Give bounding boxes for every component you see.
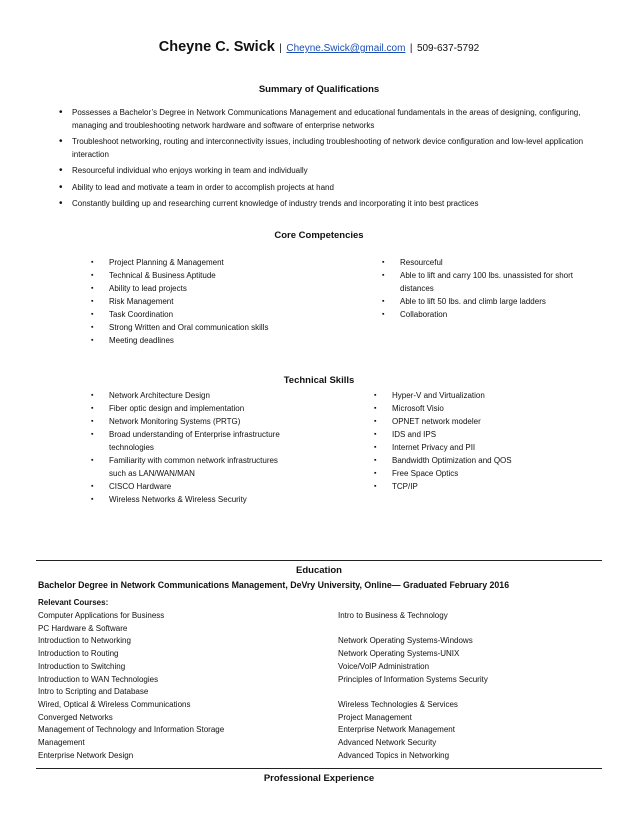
list-item: Management (38, 738, 85, 748)
email-link[interactable]: Cheyne.Swick@gmail.com (286, 43, 406, 54)
technical-skills-left-list (91, 389, 291, 506)
list-item: ▪ IDS and IPS (374, 428, 594, 441)
list-item: ▪ Broad understanding of Enterprise infrastructure technologies (91, 428, 291, 454)
list-item: • Ability to lead and motivate a team in order to accomplish projects at hand (60, 182, 600, 195)
relevant-courses-label: Relevant Courses: (38, 598, 109, 607)
list-item: Intro to Business & Technology (338, 611, 448, 620)
list-item: Introduction to Networking (38, 636, 131, 646)
list-item: ▪ Task Coordination (91, 308, 291, 321)
list-item: ▪ Free Space Optics (374, 467, 594, 480)
list-item: Introduction to Switching (38, 661, 126, 671)
list-item: Voice/VoIP Administration (338, 661, 430, 671)
list-item: Wired, Optical & Wireless Communications (38, 699, 191, 709)
list-item: Wireless Technologies & Services (338, 699, 458, 709)
list-item: ▪ Project Planning & Management (91, 256, 291, 269)
list-item: Enterprise Network Design (38, 750, 134, 760)
list-item: ▪ Network Architecture Design (91, 389, 291, 402)
technical-skills-heading: Technical Skills (283, 375, 355, 386)
list-item: Computer Applications for Business (38, 611, 165, 620)
list-item: Project Management (338, 712, 412, 722)
candidate-name: Cheyne C. Swick (158, 39, 275, 55)
summary-heading: Summary of Qualifications (258, 84, 380, 95)
header-separator: | (409, 43, 413, 54)
core-competencies-heading: Core Competencies (274, 230, 364, 241)
header-separator: | (279, 43, 282, 54)
list-item: ▪ Network Monitoring Systems (PRTG) (91, 415, 291, 428)
list-item: • Constantly building up and researching current knowledge of industry trends and incorporating it into best practices (60, 198, 600, 211)
list-item: ▪ Collaboration (382, 308, 607, 321)
core-competencies-right-list (382, 256, 607, 321)
list-item: Introduction to Routing (38, 649, 119, 659)
courses-left-list (38, 610, 328, 762)
section-divider (36, 768, 602, 769)
list-item: ▪ Able to lift 50 lbs. and climb large ladders (382, 295, 607, 308)
list-item: Management of Technology and Information Storage (38, 725, 225, 735)
list-item: Converged Networks (38, 712, 113, 722)
list-item: • Resourceful individual who enjoys working in team and individually (60, 165, 600, 178)
section-divider (36, 560, 602, 561)
list-item: Advanced Topics in Networking (338, 750, 450, 760)
education-heading: Education (296, 565, 342, 576)
list-item: ▪ Bandwidth Optimization and QOS (374, 454, 594, 467)
courses-right-list (338, 610, 608, 762)
list-item: Principles of Information Systems Security (338, 674, 488, 684)
list-item (338, 623, 608, 636)
list-item: ▪ Resourceful (382, 256, 607, 269)
list-item: ▪ Strong Written and Oral communication skills (91, 321, 291, 334)
list-item: ▪ Able to lift and carry 100 lbs. unassisted for short distances (382, 269, 607, 295)
list-item: ▪ Familiarity with common network infrastructures such as LAN/WAN/MAN (91, 454, 291, 480)
list-item: • Possesses a Bachelor’s Degree in Network Communications Management and educational fundamentals in the areas of designing, configuring, managing and troubleshooting network hardware and software of enterprise networks (60, 107, 600, 132)
list-item: Network Operating Systems-Windows (338, 636, 473, 646)
list-item: ▪ Risk Management (91, 295, 291, 308)
list-item: ▪ Fiber optic design and implementation (91, 402, 291, 415)
professional-experience-heading: Professional Experience (263, 773, 375, 784)
list-item: ▪ Technical & Business Aptitude (91, 269, 291, 282)
list-item: Enterprise Network Management (338, 725, 455, 735)
list-item: PC Hardware & Software (38, 623, 128, 633)
list-item: ▪ Hyper-V and Virtualization (374, 389, 594, 402)
list-item: ▪ CISCO Hardware (91, 480, 291, 493)
list-item (338, 686, 608, 699)
list-item: Intro to Scripting and Database (38, 687, 149, 697)
resume-header (0, 38, 638, 56)
list-item: ▪ OPNET network modeler (374, 415, 594, 428)
list-item: Introduction to WAN Technologies (38, 674, 159, 684)
list-item: ▪ Wireless Networks & Wireless Security (91, 493, 291, 506)
list-item: ▪ Microsoft Visio (374, 402, 594, 415)
list-item: ▪ Internet Privacy and PII (374, 441, 594, 454)
list-item: • Troubleshoot networking, routing and interconnectivity issues, including troubleshooting of network device configuration and low-level application interaction (60, 136, 600, 161)
list-item: Network Operating Systems-UNIX (338, 649, 460, 659)
degree-line: Bachelor Degree in Network Communications Management, DeVry University, Online— Graduated February 2016 (38, 580, 510, 590)
phone-number: 509-637-5792 (416, 43, 480, 54)
list-item: ▪ TCP/IP (374, 480, 594, 493)
summary-list (60, 107, 600, 215)
core-competencies-left-list (91, 256, 291, 347)
list-item: ▪ Ability to lead projects (91, 282, 291, 295)
list-item: Advanced Network Security (338, 738, 437, 748)
technical-skills-right-list (374, 389, 594, 493)
list-item: ▪ Meeting deadlines (91, 334, 291, 347)
